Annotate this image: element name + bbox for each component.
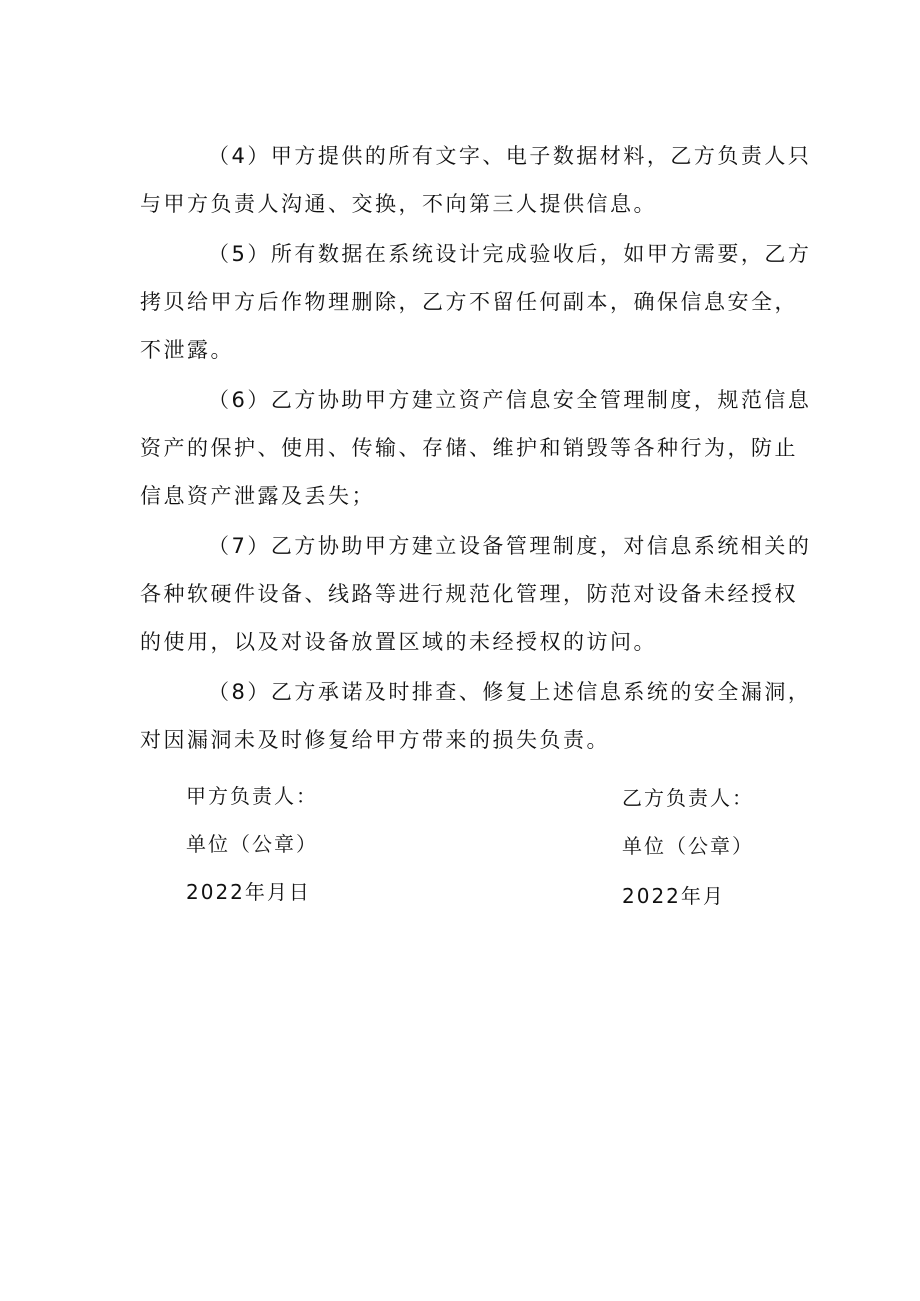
party-a-responsible-label: 甲方负责人： xyxy=(186,784,318,808)
clause-5 xyxy=(140,230,812,374)
clause-6 xyxy=(140,376,812,520)
party-b-responsible-label: 乙方负责人： xyxy=(622,786,754,810)
clause-4 xyxy=(140,132,812,228)
party-a-unit-seal: 单位（公章） xyxy=(186,832,318,856)
party-b-date: 2022年月 xyxy=(622,884,725,908)
party-a-date: 2022年月日 xyxy=(186,880,311,904)
clause-line: 与甲方负责人沟通、交换，不向第三人提供信息。 xyxy=(140,192,657,216)
clause-line: （4）甲方提供的所有文字、电子数据材料，乙方负责人只 xyxy=(208,144,812,168)
clause-line: 资产的保护、使用、传输、存储、维护和销毁等各种行为，防止 xyxy=(140,436,798,460)
clause-line: （7）乙方协助甲方建立设备管理制度，对信息系统相关的 xyxy=(208,534,812,558)
clause-line: 不泄露。 xyxy=(140,338,234,362)
party-b-unit-seal: 单位（公章） xyxy=(622,834,754,858)
clause-line: 对因漏洞未及时修复给甲方带来的损失负责。 xyxy=(140,728,610,752)
clause-line: 拷贝给甲方后作物理删除，乙方不留任何副本，确保信息安全， xyxy=(140,290,798,314)
clause-line: 的使用，以及对设备放置区域的未经授权的访问。 xyxy=(140,630,657,654)
clause-line: （5）所有数据在系统设计完成验收后，如甲方需要，乙方 xyxy=(208,242,812,266)
clause-7 xyxy=(140,522,812,666)
clause-line: （6）乙方协助甲方建立资产信息安全管理制度，规范信息 xyxy=(208,388,812,412)
clause-line: （8）乙方承诺及时排查、修复上述信息系统的安全漏洞， xyxy=(208,680,812,704)
clause-8 xyxy=(140,668,812,764)
clause-line: 信息资产泄露及丢失； xyxy=(140,484,375,508)
clause-line: 各种软硬件设备、线路等进行规范化管理，防范对设备未经授权 xyxy=(140,582,798,606)
